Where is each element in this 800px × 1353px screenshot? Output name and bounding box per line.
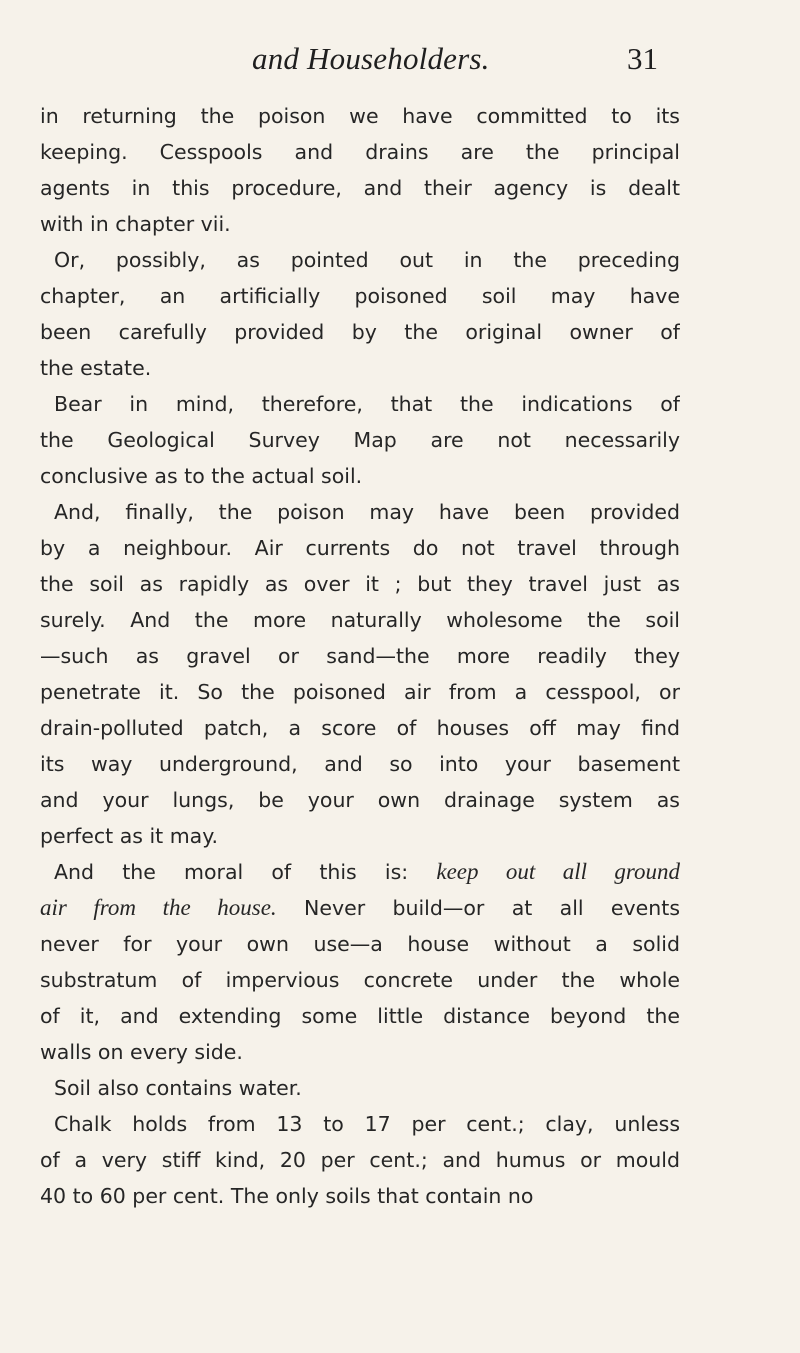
text-line: of a very stiff kind, 20 per cent.; and humus or mould bbox=[40, 1148, 680, 1172]
text-line-with-emphasis bbox=[40, 890, 680, 926]
emphasis-text: air from the house. bbox=[40, 895, 277, 920]
paragraph-water-percentages bbox=[40, 1106, 680, 1214]
paragraph-moral bbox=[40, 854, 680, 1070]
text-line: —such as gravel or sand—the more readily they bbox=[40, 644, 680, 668]
text-segment: And the moral of this is: bbox=[54, 860, 437, 884]
text-line: surely. And the more naturally wholesome the soil bbox=[40, 608, 680, 632]
text-line: with in chapter vii. bbox=[40, 212, 231, 236]
text-line: been carefully provided by the original owner of bbox=[40, 320, 680, 344]
text-line: Bear in mind, therefore, that the indications of bbox=[54, 392, 680, 416]
text-line: agents in this procedure, and their agency is dealt bbox=[40, 176, 680, 200]
text-line: of it, and extending some little distance beyond the bbox=[40, 1004, 680, 1028]
body-text bbox=[40, 98, 680, 1214]
text-line-with-emphasis bbox=[40, 854, 680, 890]
text-line: Soil also contains water. bbox=[54, 1076, 302, 1100]
text-line: drain-polluted patch, a score of houses off may find bbox=[40, 716, 680, 740]
text-line: by a neighbour. Air currents do not travel through bbox=[40, 536, 680, 560]
running-title: and Householders. bbox=[252, 41, 490, 76]
text-line: its way underground, and so into your basement bbox=[40, 752, 680, 776]
paragraph-artificial-soil bbox=[40, 242, 680, 386]
text-line: 40 to 60 per cent. The only soils that contain no bbox=[40, 1184, 534, 1208]
running-head bbox=[0, 40, 800, 90]
paragraph-geological-survey bbox=[40, 386, 680, 494]
text-line: walls on every side. bbox=[40, 1040, 243, 1064]
text-line: Chalk holds from 13 to 17 per cent.; clay, unless bbox=[54, 1112, 680, 1136]
paragraph-neighbour bbox=[40, 494, 680, 854]
text-segment: Never build—or at all events bbox=[276, 896, 680, 920]
text-line: And, finally, the poison may have been provided bbox=[54, 500, 680, 524]
paragraph-returning-poison bbox=[40, 98, 680, 242]
text-line: and your lungs, be your own drainage system as bbox=[40, 788, 680, 812]
text-line: substratum of impervious concrete under the whole bbox=[40, 968, 680, 992]
text-line: the soil as rapidly as over it ; but they travel just as bbox=[40, 572, 680, 596]
text-line: in returning the poison we have committed to its bbox=[40, 104, 680, 128]
text-line: conclusive as to the actual soil. bbox=[40, 464, 363, 488]
paragraph-soil-water bbox=[40, 1070, 680, 1106]
page-number: 31 bbox=[627, 41, 658, 76]
text-line: keeping. Cesspools and drains are the principal bbox=[40, 140, 680, 164]
text-line: the estate. bbox=[40, 356, 152, 380]
text-line: chapter, an artificially poisoned soil may have bbox=[40, 284, 680, 308]
emphasis-text: keep out all ground bbox=[436, 859, 680, 884]
text-line: perfect as it may. bbox=[40, 824, 218, 848]
text-line: never for your own use—a house without a solid bbox=[40, 932, 680, 956]
text-line: Or, possibly, as pointed out in the preceding bbox=[54, 248, 680, 272]
text-line: penetrate it. So the poisoned air from a cesspool, or bbox=[40, 680, 680, 704]
text-line: the Geological Survey Map are not necessarily bbox=[40, 428, 680, 452]
